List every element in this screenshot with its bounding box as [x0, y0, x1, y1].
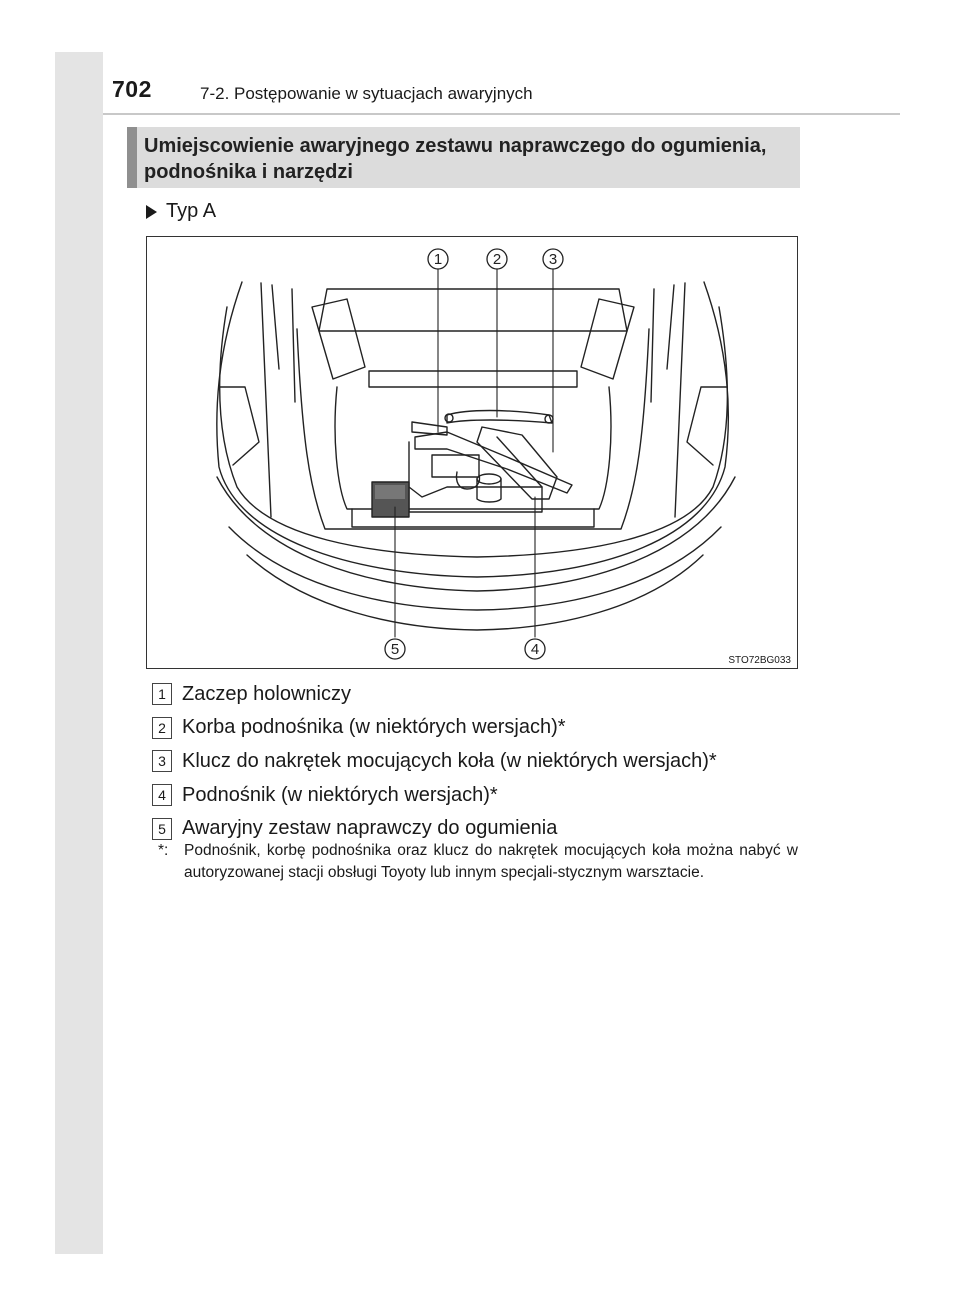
- leader-lines: [395, 269, 553, 637]
- legend-item: [152, 745, 812, 777]
- callout-5: 5: [390, 641, 400, 658]
- footnote: [158, 840, 798, 884]
- legend-number: 5: [152, 818, 172, 840]
- legend-text: Awaryjny zestaw naprawczy do ogumienia: [182, 817, 558, 840]
- legend-text: Klucz do nakrętek mocujących koła (w niektórych wersjach)*: [182, 749, 717, 772]
- figure-code: STO72BG033: [728, 655, 791, 666]
- callout-2: 2: [492, 251, 502, 268]
- chapter-title: 7-2. Postępowanie w sytuacjach awaryjnych: [200, 84, 533, 103]
- callout-markers: [385, 249, 563, 659]
- trunk-illustration-svg: [147, 237, 799, 670]
- type-label: [146, 200, 216, 223]
- footnote-text: Podnośnik, korbę podnośnika oraz klucz do nakrętek mocujących koła można nabyć w autoryzowanej stacji obsługi Toyoty lub innym specjali-stycznym warsztacie.: [184, 842, 798, 881]
- legend-item: [152, 712, 812, 744]
- trunk-opening-lines: [297, 289, 649, 529]
- legend-number: 2: [152, 717, 172, 739]
- footnote-mark: *:: [158, 842, 169, 859]
- callout-3: 3: [548, 251, 558, 268]
- car-body-lines: [217, 282, 735, 630]
- legend-number: 3: [152, 750, 172, 772]
- legend-item: [152, 779, 812, 811]
- side-strip: [55, 52, 103, 1254]
- legend-text: Korba podnośnika (w niektórych wersjach)*: [182, 716, 566, 739]
- legend-list: [152, 678, 812, 846]
- triangle-bullet-icon: [146, 205, 157, 219]
- section-title: Umiejscowienie awaryjnego zestawu naprawczego do ogumienia, podnośnika i narzędzi: [144, 135, 767, 183]
- page-number: 702: [112, 76, 152, 102]
- legend-number: 1: [152, 683, 172, 705]
- legend-number: 4: [152, 784, 172, 806]
- header-rule: [103, 113, 900, 115]
- legend-text: Zaczep holowniczy: [182, 682, 351, 705]
- legend-item: [152, 678, 812, 710]
- callout-4: 4: [530, 641, 540, 658]
- legend-text: Podnośnik (w niektórych wersjach)*: [182, 783, 498, 806]
- callout-1: 1: [433, 251, 443, 268]
- section-header: [127, 127, 800, 188]
- type-label-text: Typ A: [166, 200, 217, 222]
- trunk-contents: [372, 411, 572, 518]
- trunk-illustration: [146, 236, 798, 669]
